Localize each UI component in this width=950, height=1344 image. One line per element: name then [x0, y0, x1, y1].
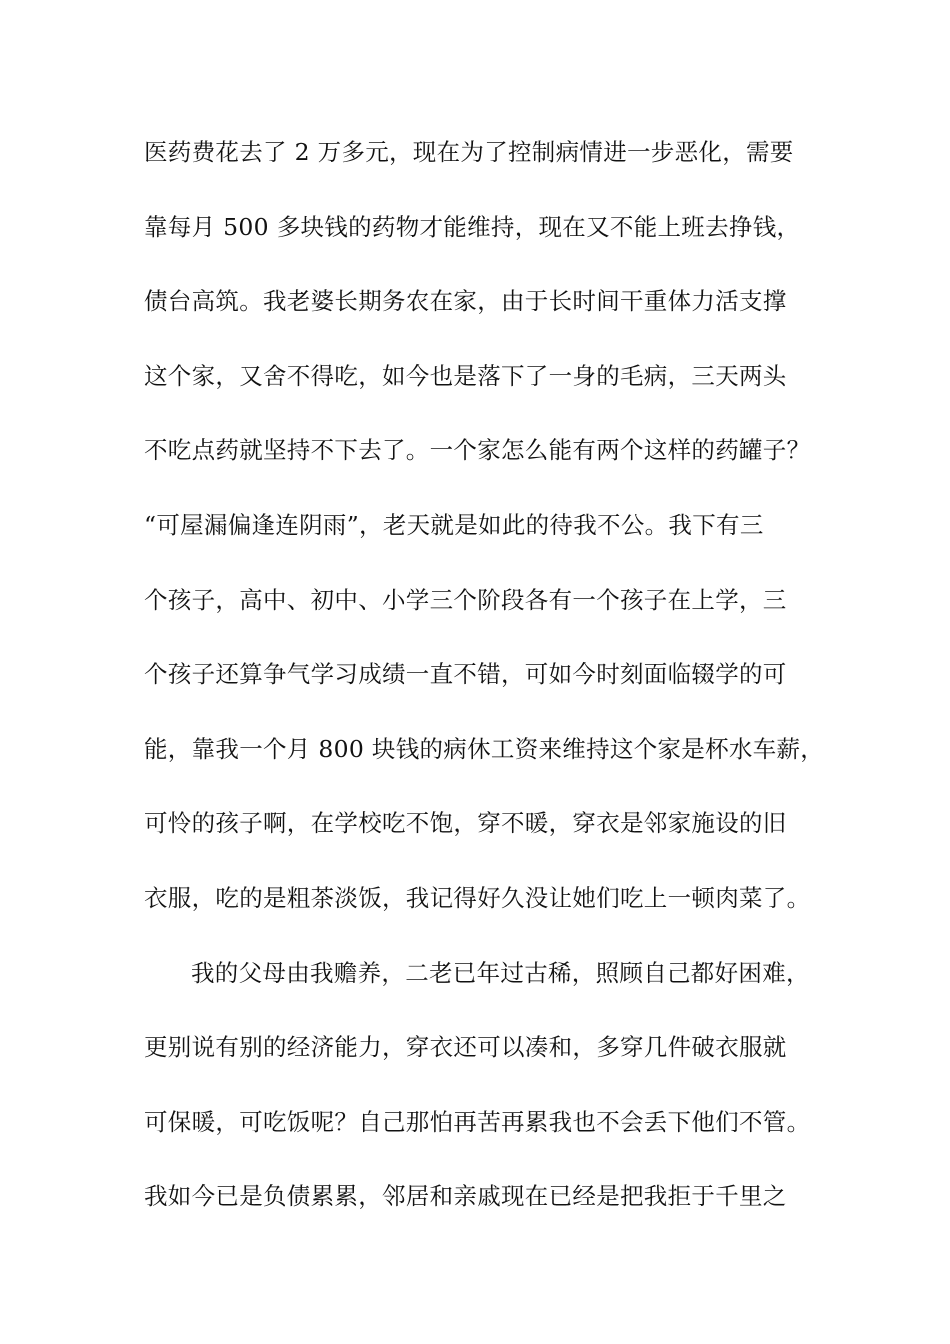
document-body [144, 128, 824, 1247]
text-line-9: 能，靠我一个月 800 块钱的病休工资来维持这个家是杯水车薪， [144, 734, 825, 763]
text-line-13: 更别说有别的经济能力，穿衣还可以凑和，多穿几件破衣服就 [144, 1033, 787, 1062]
text-line-10: 可怜的孩子啊，在学校吃不饱，穿不暖，穿衣是邻家施设的旧 [144, 809, 787, 838]
text-line-3: 债台高筑。我老婆长期务农在家，由于长时间干重体力活支撑 [144, 287, 787, 316]
text-line-11: 衣服，吃的是粗茶淡饭，我记得好久没让她们吃上一顿肉菜了。 [144, 883, 811, 912]
text-line-2: 靠每月 500 多块钱的药物才能维持，现在又不能上班去挣钱， [144, 212, 801, 241]
text-line-8: 个孩子还算争气学习成绩一直不错，可如今时刻面临辍学的可 [144, 660, 787, 689]
paragraph-start-line: 我的父母由我赡养，二老已年过古稀，照顾自己都好困难， [191, 958, 810, 987]
text-line-1: 医药费花去了 2 万多元，现在为了控制病情进一步恶化，需要 [144, 138, 794, 166]
text-line-6: “可屋漏偏逢连阴雨”，老天就是如此的待我不公。我下有三 [144, 510, 764, 539]
text-line-4: 这个家，又舍不得吃，如今也是落下了一身的毛病，三天两头 [144, 361, 787, 390]
text-line-5: 不吃点药就坚持不下去了。一个家怎么能有两个这样的药罐子？ [144, 436, 811, 465]
text-line-7: 个孩子，高中、初中、小学三个阶段各有一个孩子在上学，三 [144, 585, 787, 614]
text-line-15: 我如今已是负债累累，邻居和亲戚现在已经是把我拒于千里之 [144, 1182, 787, 1211]
text-line-14: 可保暖，可吃饭呢？自己那怕再苦再累我也不会丢下他们不管。 [144, 1107, 811, 1136]
